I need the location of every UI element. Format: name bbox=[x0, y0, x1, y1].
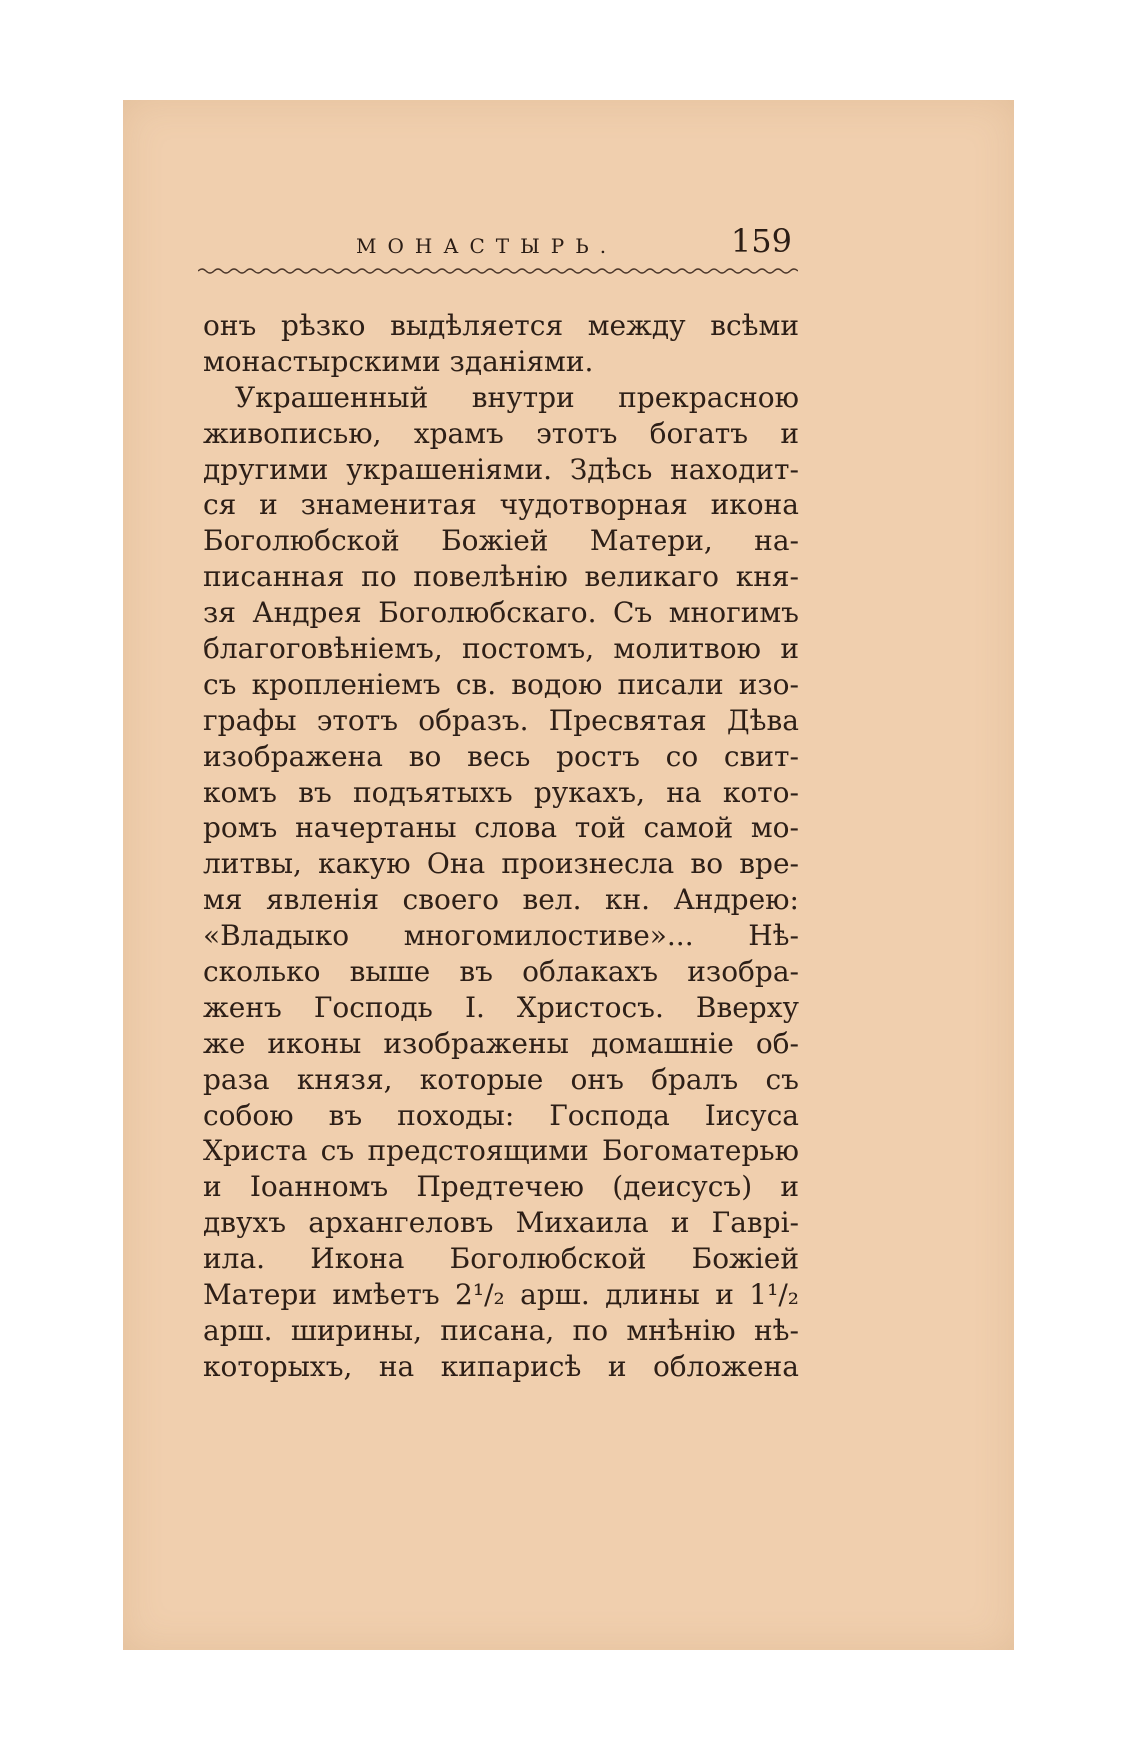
body-text bbox=[203, 308, 799, 1385]
text-line: раза князя, которые онъ бралъ съ bbox=[203, 1062, 799, 1096]
running-title: МОНАСТЫРЬ. bbox=[356, 234, 618, 258]
text-line: живописью, храмъ этотъ богатъ и bbox=[203, 416, 799, 450]
text-line: женъ Господь І. Христосъ. Вверху bbox=[203, 990, 799, 1024]
text-line: же иконы изображены домашніе об- bbox=[203, 1026, 799, 1060]
text-line: «Владыко многомилостиве»... Нѣ- bbox=[203, 919, 799, 953]
text-line: арш. ширины, писана, по мнѣнію нѣ- bbox=[203, 1313, 799, 1347]
text-line: двухъ архангеловъ Михаила и Гаврі- bbox=[203, 1206, 799, 1240]
page-header bbox=[200, 222, 800, 270]
text-line: зя Андрея Боголюбскаго. Съ многимъ bbox=[203, 596, 799, 630]
text-line: Христа съ предстоящими Богоматерью bbox=[203, 1134, 799, 1168]
text-line: ся и знаменитая чудотворная икона bbox=[203, 488, 799, 522]
page-number: 159 bbox=[730, 222, 792, 260]
text-line: литвы, какую Она произнесла во вре- bbox=[203, 847, 799, 881]
text-line: графы этотъ образъ. Пресвятая Дѣва bbox=[203, 703, 799, 737]
text-line: сколько выше въ облакахъ изобра- bbox=[203, 955, 799, 989]
text-line: онъ рѣзко выдѣляется между всѣми bbox=[203, 309, 799, 342]
text-line: ромъ начертаны слова той самой мо- bbox=[203, 811, 799, 845]
text-line: мя явленія своего вел. кн. Андрею: bbox=[203, 883, 799, 917]
header-ornamental-rule bbox=[198, 266, 798, 276]
text-line: Украшенный внутри прекрасною bbox=[235, 380, 799, 414]
text-line: ила. Икона Боголюбской Божіей bbox=[203, 1242, 799, 1276]
text-line: Боголюбской Божіей Матери, на- bbox=[203, 524, 799, 558]
text-line: изображена во весь ростъ со свит- bbox=[203, 739, 799, 773]
text-line: съ кропленіемъ св. водою писали изо- bbox=[203, 667, 799, 701]
text-line: Матери имѣетъ 2¹/₂ арш. длины и 1¹/₂ bbox=[203, 1278, 799, 1312]
text-line: монастырскими зданіями. bbox=[203, 344, 594, 378]
text-line: писанная по повелѣнію великаго кня- bbox=[203, 560, 799, 594]
text-line: другими украшеніями. Здѣсь находит- bbox=[203, 452, 799, 486]
text-line: которыхъ, на кипарисѣ и обложена bbox=[203, 1349, 799, 1383]
text-line: и Іоанномъ Предтечею (деисусъ) и bbox=[203, 1170, 799, 1204]
text-line: благоговѣніемъ, постомъ, молитвою и bbox=[203, 632, 799, 666]
text-line: комъ въ подъятыхъ рукахъ, на кото- bbox=[203, 775, 799, 809]
book-page bbox=[123, 100, 1014, 1650]
text-line: собою въ походы: Господа Іисуса bbox=[203, 1098, 799, 1132]
